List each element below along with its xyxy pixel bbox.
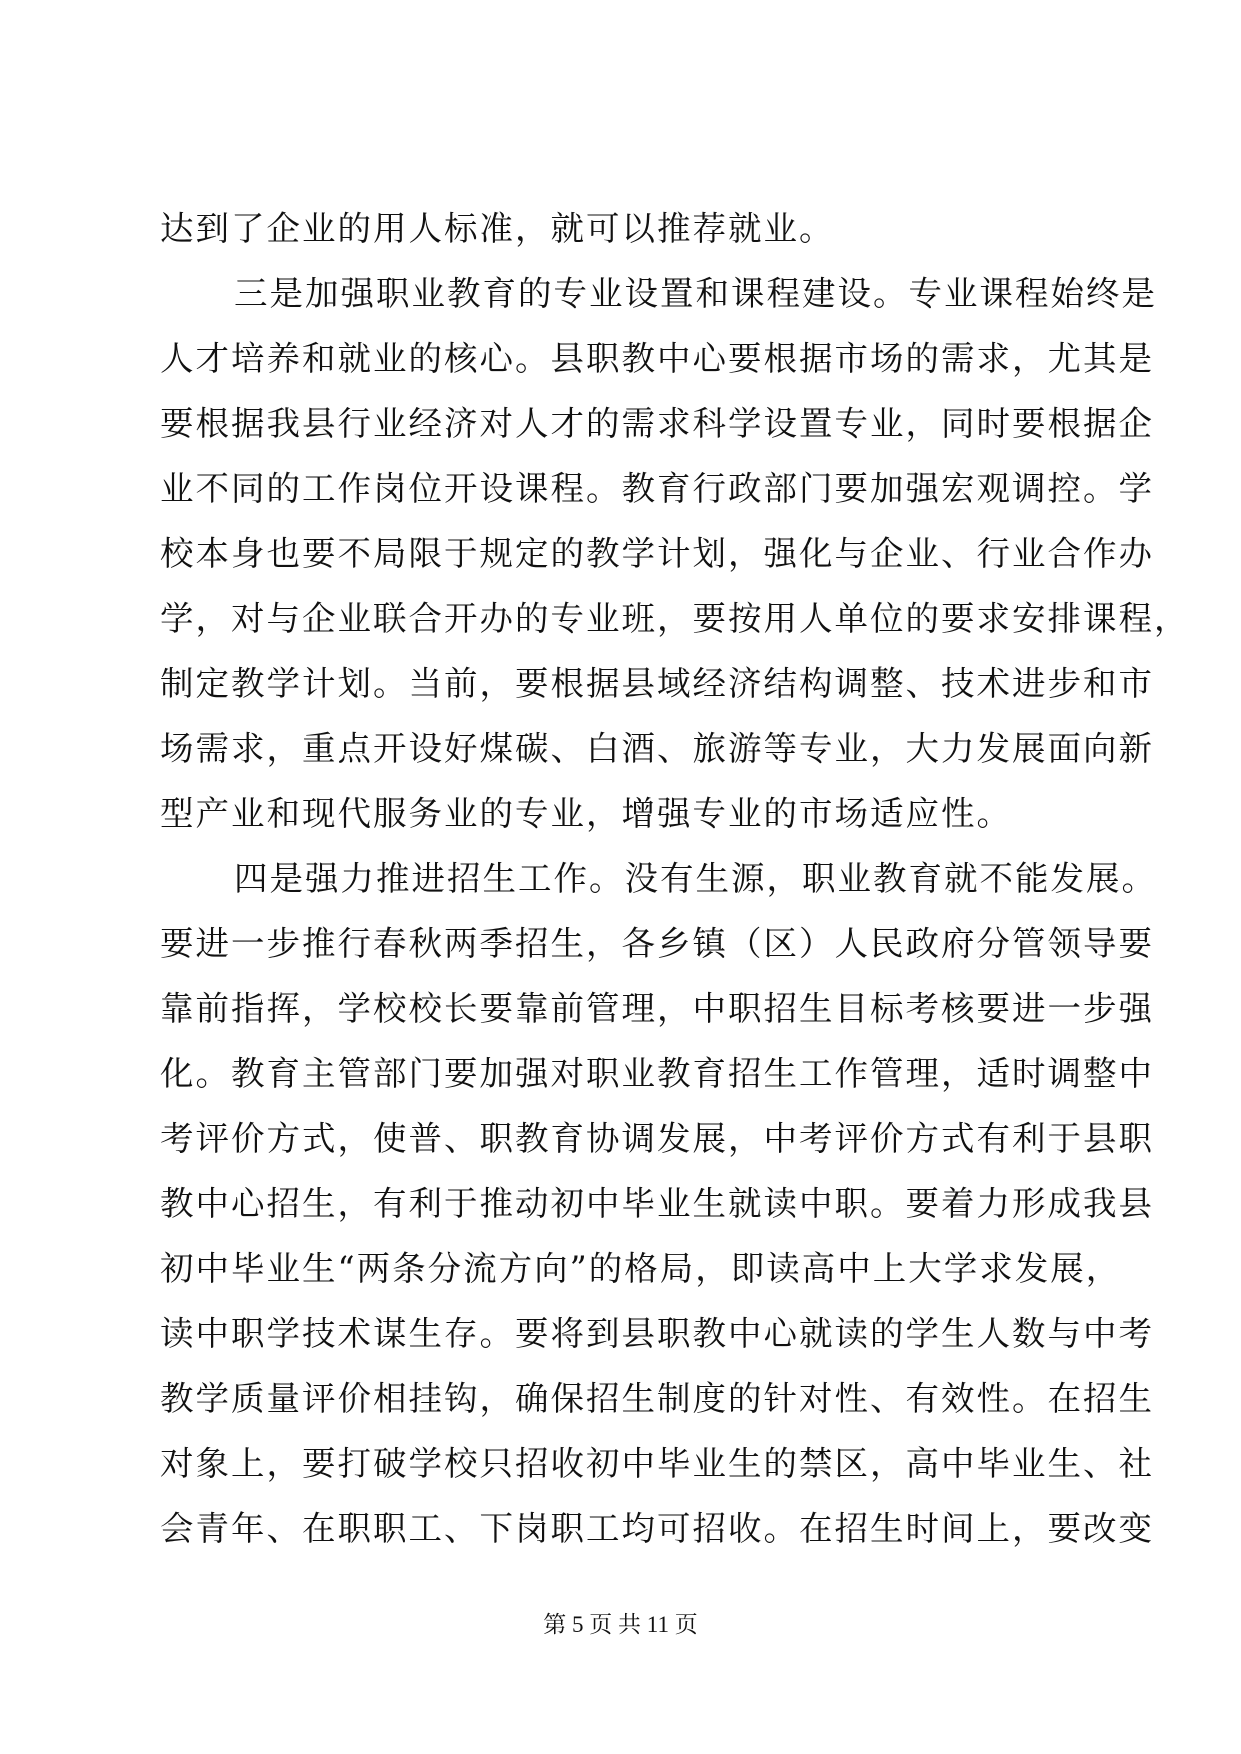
text-line: 要进一步推行春秋两季招生，各乡镇（区）人民政府分管领导要 (160, 924, 1154, 963)
text-line: 制定教学计划。当前，要根据县域经济结构调整、技术进步和市 (160, 664, 1154, 703)
text-line: 人才培养和就业的核心。县职教中心要根据市场的需求，尤其是 (160, 339, 1154, 378)
text-line: 教学质量评价相挂钩，确保招生制度的针对性、有效性。在招生 (160, 1379, 1154, 1418)
text-line: 读中职学技术谋生存。要将到县职教中心就读的学生人数与中考 (160, 1314, 1154, 1353)
text-line: 业不同的工作岗位开设课程。教育行政部门要加强宏观调控。学 (160, 469, 1154, 508)
text-line: 会青年、在职职工、下岗职工均可招收。在招生时间上，要改变 (160, 1509, 1154, 1548)
text-line: 对象上，要打破学校只招收初中毕业生的禁区，高中毕业生、社 (160, 1444, 1154, 1483)
text-line: 型产业和现代服务业的专业，增强专业的市场适应性。 (160, 794, 1012, 833)
text-line: 要根据我县行业经济对人才的需求科学设置专业，同时要根据企 (160, 404, 1154, 443)
text-line: 学，对与企业联合开办的专业班，要按用人单位的要求安排课程， (160, 599, 1190, 638)
text-line: 化。教育主管部门要加强对职业教育招生工作管理，适时调整中 (160, 1054, 1154, 1093)
text-line: 靠前指挥，学校校长要靠前管理，中职招生目标考核要进一步强 (160, 989, 1154, 1028)
text-line: 初中毕业生“两条分流方向”的格局，即读高中上大学求发展， (160, 1249, 1122, 1288)
text-line: 考评价方式，使普、职教育协调发展，中考评价方式有利于县职 (160, 1119, 1154, 1158)
body-text (160, 196, 1190, 1561)
paragraph-start-line: 四是强力推进招生工作。没有生源，职业教育就不能发展。 (234, 859, 1157, 898)
page-number-footer: 第 5 页 共 11 页 (543, 1612, 698, 1637)
text-line: 达到了企业的用人标准，就可以推荐就业。 (160, 209, 835, 248)
text-line: 教中心招生，有利于推动初中毕业生就读中职。要着力形成我县 (160, 1184, 1154, 1223)
text-line: 校本身也要不局限于规定的教学计划，强化与企业、行业合作办 (160, 534, 1154, 573)
paragraph-start-line: 三是加强职业教育的专业设置和课程建设。专业课程始终是 (234, 274, 1157, 313)
text-line: 场需求，重点开设好煤碳、白酒、旅游等专业，大力发展面向新 (160, 729, 1154, 768)
